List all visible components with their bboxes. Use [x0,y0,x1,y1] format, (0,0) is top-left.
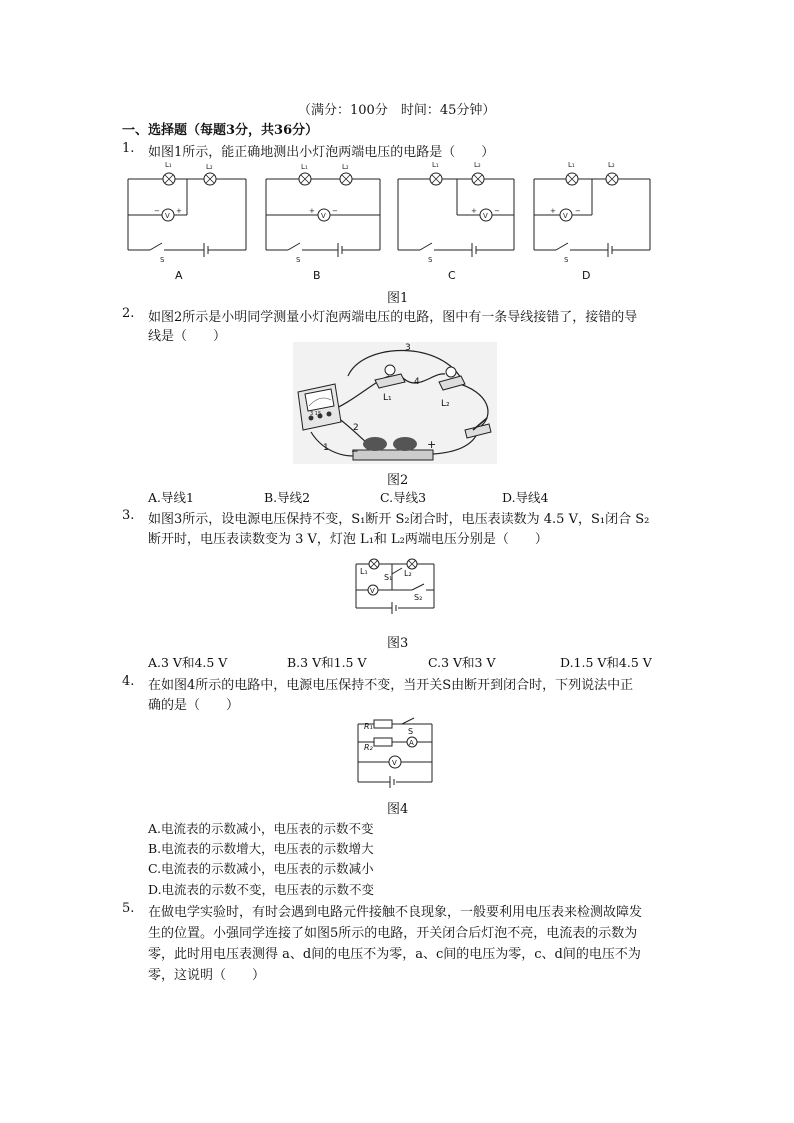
q3-number: 3. [122,508,135,523]
q5-text-line1: 在做电学实验时，有时会遇到电路元件接触不良现象，一般要利用电压表来检测故障发 [148,905,643,920]
q3-text-line2: 断开时，电压表读数变为 3 V，灯泡 L₁和 L₂两端电压分别是（ ） [148,532,548,547]
q2-option-b: B.导线2 [264,490,311,505]
svg-text:+: + [427,438,437,451]
figure-3-circuit [350,556,440,622]
svg-text:L₁: L₁ [568,161,575,169]
svg-text:1: 1 [323,443,329,453]
q4-text-line2: 确的是（ ） [148,698,240,713]
svg-text:V: V [370,587,375,595]
q2-number: 2. [122,306,135,321]
svg-text:−: − [494,207,500,215]
svg-text:L₁: L₁ [165,161,172,169]
q4-option-d: D.电流表的示数不变，电压表的示数不变 [148,882,375,897]
svg-text:−: − [154,207,160,215]
fig2-caption: 图2 [387,473,409,488]
q5-text-line4: 零，这说明（ ） [148,968,266,983]
circuit-a [128,173,246,257]
svg-text:S: S [296,256,301,264]
svg-text:4: 4 [414,377,420,387]
svg-text:S: S [428,256,433,264]
svg-text:L₂: L₂ [404,569,412,578]
svg-text:+: + [309,207,315,215]
q2-text-line2: 线是（ ） [148,329,227,344]
svg-text:V: V [483,212,488,220]
q3-option-d: D.1.5 V和4.5 V [560,655,652,670]
svg-text:L₂: L₂ [342,163,349,171]
figure-1-circuits [120,155,660,285]
q1-number: 1. [122,141,135,156]
svg-text:+: + [550,207,556,215]
svg-text:+: + [471,207,477,215]
svg-text:L₁: L₁ [383,393,392,403]
svg-text:L₂: L₂ [474,161,481,169]
svg-text:S₂: S₂ [414,593,423,602]
svg-text:S: S [408,727,414,736]
svg-text:L₁: L₁ [301,163,308,171]
svg-text:+: + [176,207,182,215]
svg-text:V: V [563,212,568,220]
voltmeter [298,384,341,430]
svg-text:S: S [160,256,165,264]
q3-option-b: B.3 V和1.5 V [287,655,367,670]
svg-text:L₂: L₂ [608,161,615,169]
svg-text:R₁: R₁ [364,722,373,731]
svg-text:L₁: L₁ [360,567,368,576]
q4-text-line1: 在如图4所示的电路中，电源电压保持不变，当开关S由断开到闭合时，下列说法中正 [148,678,634,693]
circuit-a-label: A [175,269,183,282]
circuit-d-label: D [582,269,591,282]
q4-option-a: A.电流表的示数减小，电压表的示数不变 [148,821,374,836]
circuit-c [398,173,514,257]
q2-option-d: D.导线4 [502,490,549,505]
q3-option-c: C.3 V和3 V [428,655,496,670]
figure-2-photo-circuit [293,342,497,464]
circuit-d [534,173,650,257]
svg-text:L₂: L₂ [441,399,450,409]
q5-text-line3: 零，此时用电压表测得 a、d间的电压不为零，a、c间的电压为零，c、d间的电压不为 [148,947,641,962]
q2-option-c: C.导线3 [380,490,427,505]
q4-number: 4. [122,674,135,689]
q3-option-a: A.3 V和4.5 V [148,655,228,670]
svg-text:L₁: L₁ [432,161,439,169]
q3-text-line1: 如图3所示，设电源电压保持不变，S₁断开 S₂闭合时，电压表读数为 4.5 V，S₁闭合 S₂ [148,512,650,527]
svg-text:A: A [409,739,414,747]
svg-text:−: − [575,207,581,215]
svg-text:S₁: S₁ [384,573,393,582]
figure-4-circuit [352,716,438,792]
svg-text:V: V [321,212,326,220]
q4-option-c: C.电流表的示数减小，电压表的示数减小 [148,861,374,876]
q5-text-line2: 生的位置。小强同学连接了如图5所示的电路，开关闭合后灯泡不亮，电流表的示数为 [148,926,638,941]
q2-option-a: A.导线1 [148,490,194,505]
section-title: 一、选择题（每题3分，共36分） [122,123,319,138]
svg-text:V: V [165,212,170,220]
svg-text:−: − [332,207,338,215]
svg-text:−: − [351,447,359,457]
circuit-b-label: B [313,269,321,282]
svg-text:V: V [392,759,397,767]
fig4-caption: 图4 [387,802,409,817]
fig1-caption: 图1 [387,291,409,306]
svg-text:2: 2 [353,423,359,433]
svg-text:3 15: 3 15 [310,411,322,417]
svg-text:3: 3 [405,343,411,353]
q2-text-line1: 如图2所示是小明同学测量小灯泡两端电压的电路，图中有一条导线接错了，接错的导 [148,310,638,325]
svg-text:L₂: L₂ [206,163,213,171]
svg-text:R₂: R₂ [364,743,373,752]
q5-number: 5. [122,901,135,916]
svg-text:S: S [564,256,569,264]
q1-text: 如图1所示，能正确地测出小灯泡两端电压的电路是（ ） [148,145,495,160]
exam-info: （满分：100分 时间：45分钟） [298,103,496,118]
circuit-c-label: C [448,269,456,282]
q4-option-b: B.电流表的示数增大，电压表的示数增大 [148,841,374,856]
fig3-caption: 图3 [387,636,409,651]
